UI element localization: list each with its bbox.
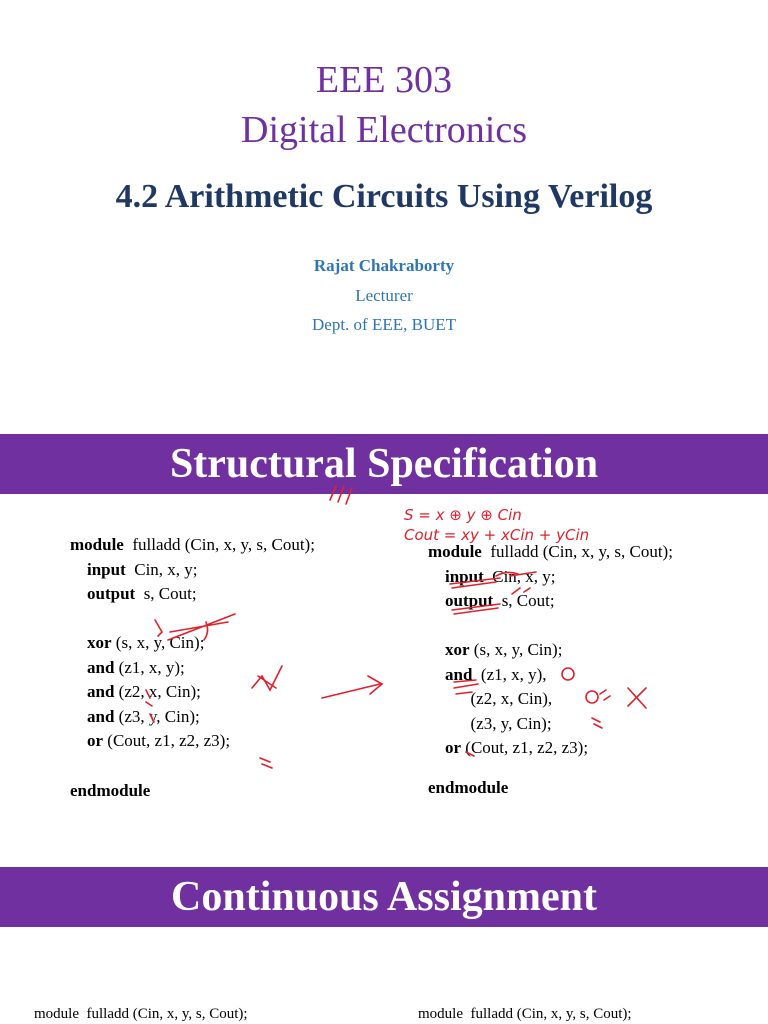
code-text: Cin, x, y; [483, 566, 556, 586]
right-endmodule: endmodule [428, 778, 509, 797]
author-dept: Dept. of EEE, BUET [312, 315, 456, 334]
ink-dash-4 [466, 752, 474, 756]
author-name: Rajat Chakraborty [313, 256, 455, 275]
code-keyword: and [87, 706, 115, 726]
code-keyword: input [87, 559, 126, 579]
code-text: (Cout, z1, z2, z3); [461, 738, 589, 757]
section-banner-structural: Structural Specification [0, 434, 768, 494]
code-text: (z3, y, Cin); [470, 713, 552, 733]
code-text: (z1, x, y); [114, 657, 185, 677]
code-text: (z1, x, y), [472, 664, 547, 684]
code-keyword: output [87, 584, 136, 603]
code-text: (Cout, z1, z2, z3); [103, 731, 231, 750]
code-keyword: input [445, 566, 484, 586]
ink-strike-output [512, 588, 530, 594]
code-keyword: and [445, 664, 473, 684]
code-keyword: or [87, 731, 104, 750]
code-keyword: and [87, 657, 115, 677]
ink-underline-input [450, 578, 500, 588]
code-text: (z2, x, Cin), [470, 689, 553, 708]
code-keyword: or [445, 738, 462, 757]
ink-ticks-top [330, 486, 352, 504]
code-keyword: module [428, 542, 482, 561]
course-name: Digital Electronics [241, 109, 527, 151]
code-text: s, Cout; [135, 584, 197, 603]
ink-circle-1 [562, 668, 574, 680]
code-keyword: module [70, 535, 124, 554]
code-text: (s, x, y, Cin); [469, 640, 563, 659]
bottom-right-code: module fulladd (Cin, x, y, s, Cout); [418, 1006, 632, 1022]
course-code: EEE 303 [315, 59, 453, 101]
ink-left-dashes [260, 758, 272, 768]
left-endmodule: endmodule [70, 781, 151, 800]
section-banner-continuous: Continuous Assignment [0, 867, 768, 927]
code-keyword: xor [445, 640, 470, 659]
code-text: fulladd (Cin, x, y, s, Cout); [481, 542, 673, 561]
ink-strike-xor [168, 614, 235, 640]
code-keyword: output [445, 591, 494, 610]
code-keyword: and [87, 682, 115, 701]
ink-and-marks [454, 680, 478, 694]
ink-underline-output [452, 604, 500, 614]
lecture-title: 4.2 Arithmetic Circuits Using Verilog [115, 178, 653, 215]
ink-circle-2 [586, 691, 598, 703]
code-keyword: xor [87, 633, 112, 652]
code-text: (z3, y, Cin); [114, 706, 200, 726]
ink-dashes-3 [592, 718, 602, 728]
code-text: Cin, x, y; [125, 559, 198, 579]
ink-formula-carry: Cout = xy + xCin + yCin [404, 526, 590, 544]
bottom-left-code: module fulladd (Cin, x, y, s, Cout); [34, 1006, 248, 1022]
ink-dashes-2 [600, 690, 610, 700]
code-text: fulladd (Cin, x, y, s, Cout); [123, 535, 315, 554]
ink-arrow-small [155, 620, 162, 636]
code-text: s, Cout; [493, 591, 555, 610]
code-text: (s, x, y, Cin); [111, 633, 205, 652]
ink-arrow-line [322, 684, 380, 698]
ink-left-ticks [146, 690, 154, 722]
ink-x-cross [628, 688, 646, 708]
author-role: Lecturer [355, 286, 413, 305]
ink-check [252, 666, 282, 690]
ink-formula-sum: S = x ⊕ y ⊕ Cin [404, 506, 522, 524]
code-text: (z2, x, Cin); [114, 682, 201, 701]
